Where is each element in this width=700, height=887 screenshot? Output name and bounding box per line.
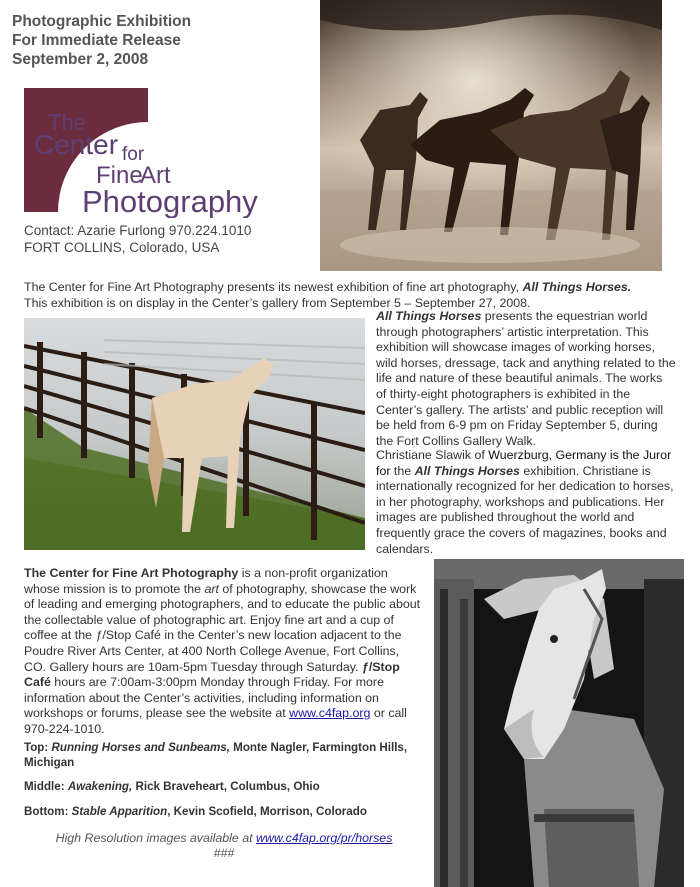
website-link[interactable]: www.c4fap.org (289, 706, 371, 721)
exhibition-description (376, 309, 676, 449)
about-text-2: of photography, showcase the work of leading and emerging photographers, and to educate the public about the collectable value of photographic art. Enjoy fine art and a cup of coffee at the (24, 581, 421, 643)
juror-prefix: Christiane Slawik of (376, 448, 489, 462)
credit-bottom-title: Stable Apparition (71, 805, 168, 818)
credit-middle-title: Awakening, (67, 780, 133, 793)
logo-fine: Fine (96, 162, 143, 189)
about-paragraph (24, 566, 424, 738)
credit-middle (24, 779, 424, 794)
logo-art: Art (140, 162, 171, 189)
header-date: September 2, 2008 (12, 51, 149, 68)
header-line-1: Photographic Exhibition (12, 13, 192, 30)
center-logo (24, 88, 262, 218)
intro-text: The Center for Fine Art Photography presents its newest exhibition of fine art photography, (24, 280, 523, 294)
credit-bottom (24, 804, 424, 819)
intro-exhibition-title: All Things Horses. (522, 280, 632, 294)
about-text-3: /Stop Café in the Center’s new location adjacent to the Poudre River Arts Center, at 400 North College Avenue, Fort Collins, CO. Gallery hours are 10am-5pm Tuesday through Saturday. (24, 628, 402, 674)
credit-bottom-artist: , Kevin Scofield, Morrison, Colorado (167, 805, 367, 818)
contact-location: FORT COLLINS, Colorado, USA (24, 240, 220, 255)
fstop-symbol: ƒ (95, 628, 103, 643)
logo-mark (24, 88, 262, 218)
juror-bio: exhibition. Christiane is internationally recognized for her dedication to horses, in her photography, workshops and publications. Her images are published throughout the world and frequently grace the covers of magazines, books and calendars. (376, 463, 674, 556)
logo-photography: Photography (82, 184, 258, 218)
logo-center: Center (34, 129, 119, 160)
footer-hires (24, 831, 424, 847)
footer-text: High Resolution images available at (55, 831, 257, 845)
awakening-photo (24, 318, 365, 550)
juror-paragraph (376, 448, 676, 557)
description-text: presents the equestrian world through photographers’ artistic interpretation. This exhibition will showcase images of working horses, wild horses, dressage, tack and anything related to the life and nature of these beautiful animals. The works of thirty-eight photographers is exhibited in the Center’s gallery. The artists’ and public reception will be held from 6-9 pm on Friday September 5, during the Fort Collins Gallery Walk. (376, 309, 676, 448)
juror-exhibition-title: All Things Horses (414, 463, 520, 478)
header-line-2: For Immediate Release (12, 32, 181, 49)
about-text-5: or call 970-224-1010. (24, 706, 407, 736)
credit-bottom-position: Bottom: (24, 805, 69, 818)
intro-paragraph (24, 280, 684, 311)
stable-apparition-photo (434, 559, 684, 887)
credit-middle-artist: Rick Braveheart, Columbus, Ohio (132, 780, 320, 793)
about-art: art (204, 581, 219, 596)
end-marker: ### (213, 846, 235, 860)
intro-dates: This exhibition is on display in the Center’s gallery from September 5 – September 27, 2008. (24, 295, 531, 310)
running-horses-photo (320, 0, 662, 271)
about-text-1: is a non-profit organization whose mission is to promote the (24, 566, 388, 596)
juror-location: Wuerzburg, Germany is the Juror for (376, 448, 672, 478)
description-title: All Things Horses (376, 309, 482, 323)
logo-the: The (48, 110, 86, 135)
hires-link[interactable]: www.c4fap.org/pr/horses (256, 831, 393, 845)
about-org-name: The Center for Fine Art Photography (24, 566, 239, 580)
fstop-cafe-bold: ƒ/Stop Café (24, 659, 400, 690)
credit-top-position: Top: (24, 741, 49, 754)
logo-for: for (122, 144, 145, 165)
juror-the: the (390, 463, 415, 478)
contact-line: Contact: Azarie Furlong 970.224.1010 (24, 223, 252, 238)
about-text-4: hours are 7:00am-3:00pm Monday through Friday. For more information about the Center’s activities, including information on workshops or forums, please see the website at (24, 675, 384, 721)
credit-top (24, 740, 424, 770)
credit-middle-position: Middle: (24, 780, 65, 793)
credit-top-artist: Monte Nagler, Farmington Hills, Michigan (24, 741, 408, 769)
credit-top-title: Running Horses and Sunbeams, (51, 741, 230, 754)
